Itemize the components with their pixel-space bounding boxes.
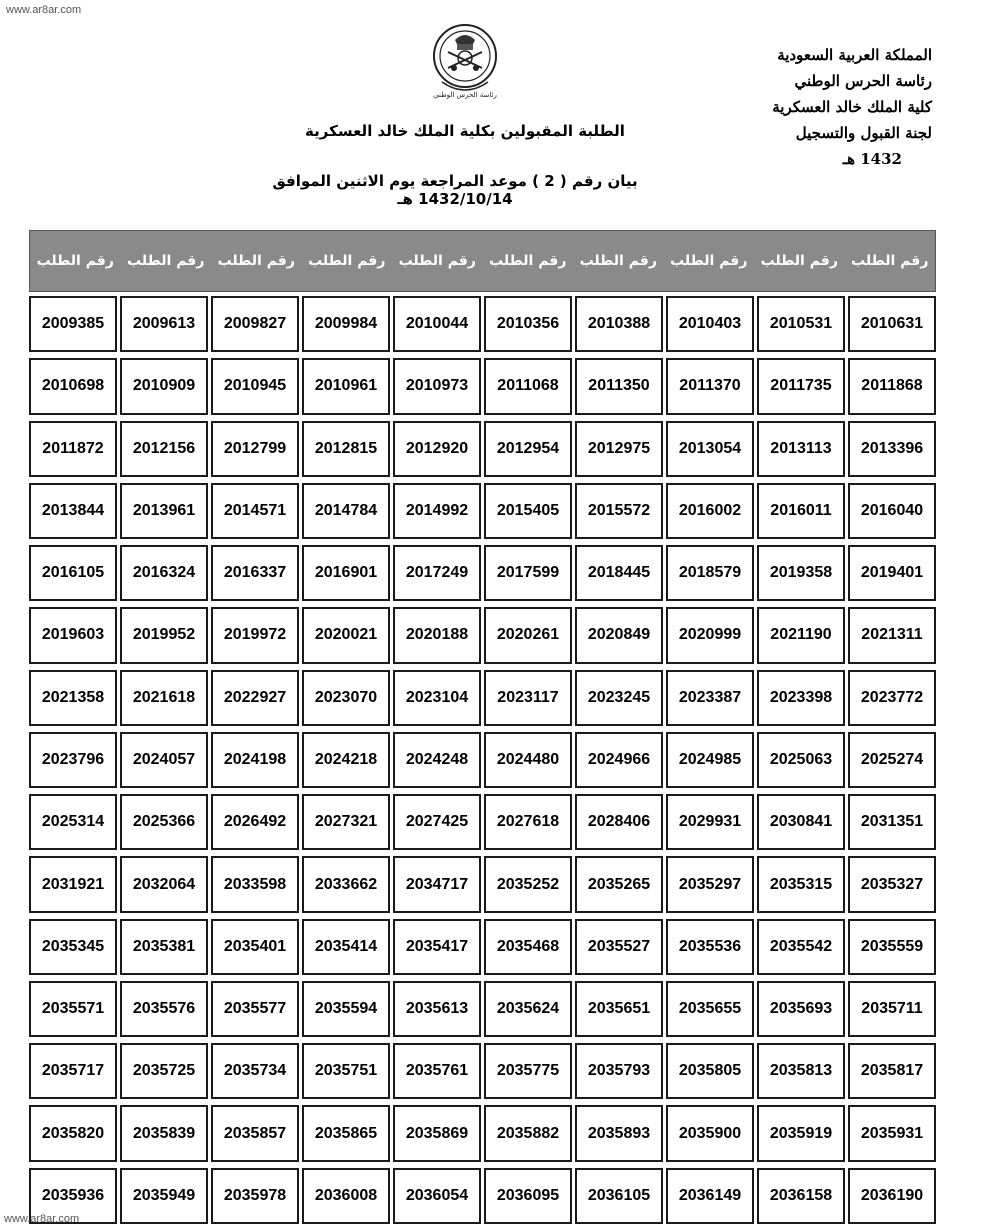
application-number-cell: 2011350 [575,358,663,414]
application-number-cell: 2035571 [29,981,117,1037]
application-number-cell: 2027618 [484,794,572,850]
application-number-cell: 2036095 [484,1168,572,1224]
application-number-cell: 2010961 [302,358,390,414]
column-header: رقم الطلب [670,253,748,269]
application-number-cell: 2010388 [575,296,663,352]
application-number-cell: 2035711 [848,981,936,1037]
application-number-cell: 2035865 [302,1105,390,1161]
application-number-cell: 2023796 [29,732,117,788]
applicants-table [29,296,936,1224]
application-number-cell: 2019401 [848,545,936,601]
application-number-cell: 2010044 [393,296,481,352]
application-number-cell: 2023070 [302,670,390,726]
table-header [29,230,936,292]
header-line-country: المملكة العربية السعودية [777,46,932,64]
header-line-college: كلية الملك خالد العسكرية [772,98,932,116]
application-number-cell: 2023772 [848,670,936,726]
application-number-cell: 2035651 [575,981,663,1037]
application-number-cell: 2036105 [575,1168,663,1224]
application-number-cell: 2027321 [302,794,390,850]
application-number-cell: 2035817 [848,1043,936,1099]
application-number-cell: 2035931 [848,1105,936,1161]
application-number-cell: 2035594 [302,981,390,1037]
column-header: رقم الطلب [851,253,929,269]
application-number-cell: 2016002 [666,483,754,539]
application-number-cell: 2020021 [302,607,390,663]
application-number-cell: 2010973 [393,358,481,414]
application-number-cell: 2026492 [211,794,299,850]
application-number-cell: 2017599 [484,545,572,601]
application-number-cell: 2024198 [211,732,299,788]
application-number-cell: 2024480 [484,732,572,788]
application-number-cell: 2013844 [29,483,117,539]
application-number-cell: 2023117 [484,670,572,726]
application-number-cell: 2036190 [848,1168,936,1224]
application-number-cell: 2036054 [393,1168,481,1224]
application-number-cell: 2021311 [848,607,936,663]
application-number-cell: 2035559 [848,919,936,975]
application-number-cell: 2024057 [120,732,208,788]
application-number-cell: 2029931 [666,794,754,850]
application-number-cell: 2035813 [757,1043,845,1099]
column-header: رقم الطلب [489,253,567,269]
application-number-cell: 2035820 [29,1105,117,1161]
application-number-cell: 2025274 [848,732,936,788]
application-number-cell: 2035345 [29,919,117,975]
watermark-top: www.ar8ar.com [6,4,82,16]
application-number-cell: 2028406 [575,794,663,850]
application-number-cell: 2035900 [666,1105,754,1161]
application-number-cell: 2035414 [302,919,390,975]
application-number-cell: 2033662 [302,856,390,912]
application-number-cell: 2012920 [393,421,481,477]
application-number-cell: 2019972 [211,607,299,663]
application-number-cell: 2035693 [757,981,845,1037]
application-number-cell: 2011735 [757,358,845,414]
application-number-cell: 2016011 [757,483,845,539]
application-number-cell: 2035725 [120,1043,208,1099]
application-number-cell: 2035401 [211,919,299,975]
application-number-cell: 2035381 [120,919,208,975]
application-number-cell: 2035327 [848,856,936,912]
application-number-cell: 2027425 [393,794,481,850]
column-header: رقم الطلب [36,253,114,269]
application-number-cell: 2009984 [302,296,390,352]
application-number-cell: 2035761 [393,1043,481,1099]
application-number-cell: 2031351 [848,794,936,850]
application-number-cell: 2022927 [211,670,299,726]
application-number-cell: 2015405 [484,483,572,539]
column-header: رقم الطلب [217,253,295,269]
application-number-cell: 2014571 [211,483,299,539]
application-number-cell: 2030841 [757,794,845,850]
header-line-presidency: رئاسة الحرس الوطني [794,72,932,90]
application-number-cell: 2011370 [666,358,754,414]
application-number-cell: 2009385 [29,296,117,352]
application-number-cell: 2035857 [211,1105,299,1161]
application-number-cell: 2035793 [575,1043,663,1099]
application-number-cell: 2036158 [757,1168,845,1224]
watermark-bottom: www.ar8ar.com [4,1213,80,1225]
application-number-cell: 2035252 [484,856,572,912]
application-number-cell: 2011868 [848,358,936,414]
application-number-cell: 2035882 [484,1105,572,1161]
column-header: رقم الطلب [398,253,476,269]
application-number-cell: 2009613 [120,296,208,352]
application-number-cell: 2035468 [484,919,572,975]
application-number-cell: 2035805 [666,1043,754,1099]
application-number-cell: 2009827 [211,296,299,352]
application-number-cell: 2010698 [29,358,117,414]
application-number-cell: 2035919 [757,1105,845,1161]
application-number-cell: 2024985 [666,732,754,788]
application-number-cell: 2035613 [393,981,481,1037]
application-number-cell: 2035297 [666,856,754,912]
application-number-cell: 2023398 [757,670,845,726]
application-number-cell: 2036149 [666,1168,754,1224]
application-number-cell: 2025063 [757,732,845,788]
application-number-cell: 2035577 [211,981,299,1037]
national-guard-emblem-icon [430,22,500,102]
application-number-cell: 2018445 [575,545,663,601]
application-number-cell: 2016324 [120,545,208,601]
application-number-cell: 2020261 [484,607,572,663]
column-header: رقم الطلب [760,253,838,269]
application-number-cell: 2021618 [120,670,208,726]
application-number-cell: 2011872 [29,421,117,477]
application-number-cell: 2019358 [757,545,845,601]
emblem-caption: رئاسة الحرس الوطني [433,91,497,99]
column-header: رقم الطلب [308,253,386,269]
application-number-cell: 2035893 [575,1105,663,1161]
application-number-cell: 2017249 [393,545,481,601]
application-number-cell: 2012156 [120,421,208,477]
application-number-cell: 2012954 [484,421,572,477]
column-header: رقم الطلب [579,253,657,269]
application-number-cell: 2010356 [484,296,572,352]
application-number-cell: 2024218 [302,732,390,788]
institution-header [712,42,932,172]
application-number-cell: 2035734 [211,1043,299,1099]
page-title: الطلبة المقبولين بكلية الملك خالد العسكرية [305,122,625,140]
application-number-cell: 2035839 [120,1105,208,1161]
application-number-cell: 2020188 [393,607,481,663]
application-number-cell: 2035775 [484,1043,572,1099]
application-number-cell: 2024248 [393,732,481,788]
application-number-cell: 2033598 [211,856,299,912]
application-number-cell: 2023387 [666,670,754,726]
application-number-cell: 2035624 [484,981,572,1037]
application-number-cell: 2019603 [29,607,117,663]
application-number-cell: 2023245 [575,670,663,726]
application-number-cell: 2035655 [666,981,754,1037]
page-subtitle: بيان رقم ( 2 ) موعد المراجعة يوم الاثنين الموافق 1432/10/14 هـ [272,172,638,208]
application-number-cell: 2013961 [120,483,208,539]
application-number-cell: 2032064 [120,856,208,912]
application-number-cell: 2020849 [575,607,663,663]
application-number-cell: 2019952 [120,607,208,663]
application-number-cell: 2016901 [302,545,390,601]
application-number-cell: 2035717 [29,1043,117,1099]
application-number-cell: 2036008 [302,1168,390,1224]
column-header: رقم الطلب [127,253,205,269]
application-number-cell: 2013054 [666,421,754,477]
application-number-cell: 2035527 [575,919,663,975]
application-number-cell: 2012815 [302,421,390,477]
application-number-cell: 2024966 [575,732,663,788]
application-number-cell: 2034717 [393,856,481,912]
application-number-cell: 2015572 [575,483,663,539]
application-number-cell: 2035978 [211,1168,299,1224]
application-number-cell: 2035576 [120,981,208,1037]
application-number-cell: 2016105 [29,545,117,601]
application-number-cell: 2010531 [757,296,845,352]
application-number-cell: 2035536 [666,919,754,975]
application-number-cell: 2012799 [211,421,299,477]
application-number-cell: 2010631 [848,296,936,352]
header-line-committee: لجنة القبول والتسجيل [795,124,932,142]
application-number-cell: 2020999 [666,607,754,663]
application-number-cell: 2013396 [848,421,936,477]
application-number-cell: 2023104 [393,670,481,726]
application-number-cell: 2016337 [211,545,299,601]
application-number-cell: 2031921 [29,856,117,912]
application-number-cell: 2010945 [211,358,299,414]
application-number-cell: 2018579 [666,545,754,601]
application-number-cell: 2035417 [393,919,481,975]
application-number-cell: 2010403 [666,296,754,352]
application-number-cell: 2035751 [302,1043,390,1099]
application-number-cell: 2035542 [757,919,845,975]
application-number-cell: 2016040 [848,483,936,539]
application-number-cell: 2035265 [575,856,663,912]
application-number-cell: 2035949 [120,1168,208,1224]
application-number-cell: 2035869 [393,1105,481,1161]
application-number-cell: 2010909 [120,358,208,414]
application-number-cell: 2021190 [757,607,845,663]
application-number-cell: 2035315 [757,856,845,912]
application-number-cell: 2014784 [302,483,390,539]
application-number-cell: 2035936 [29,1168,117,1224]
application-number-cell: 2011068 [484,358,572,414]
application-number-cell: 2021358 [29,670,117,726]
application-number-cell: 2013113 [757,421,845,477]
application-number-cell: 2025314 [29,794,117,850]
application-number-cell: 2025366 [120,794,208,850]
application-number-cell: 2012975 [575,421,663,477]
header-year: 1432 هـ [842,150,902,168]
application-number-cell: 2014992 [393,483,481,539]
